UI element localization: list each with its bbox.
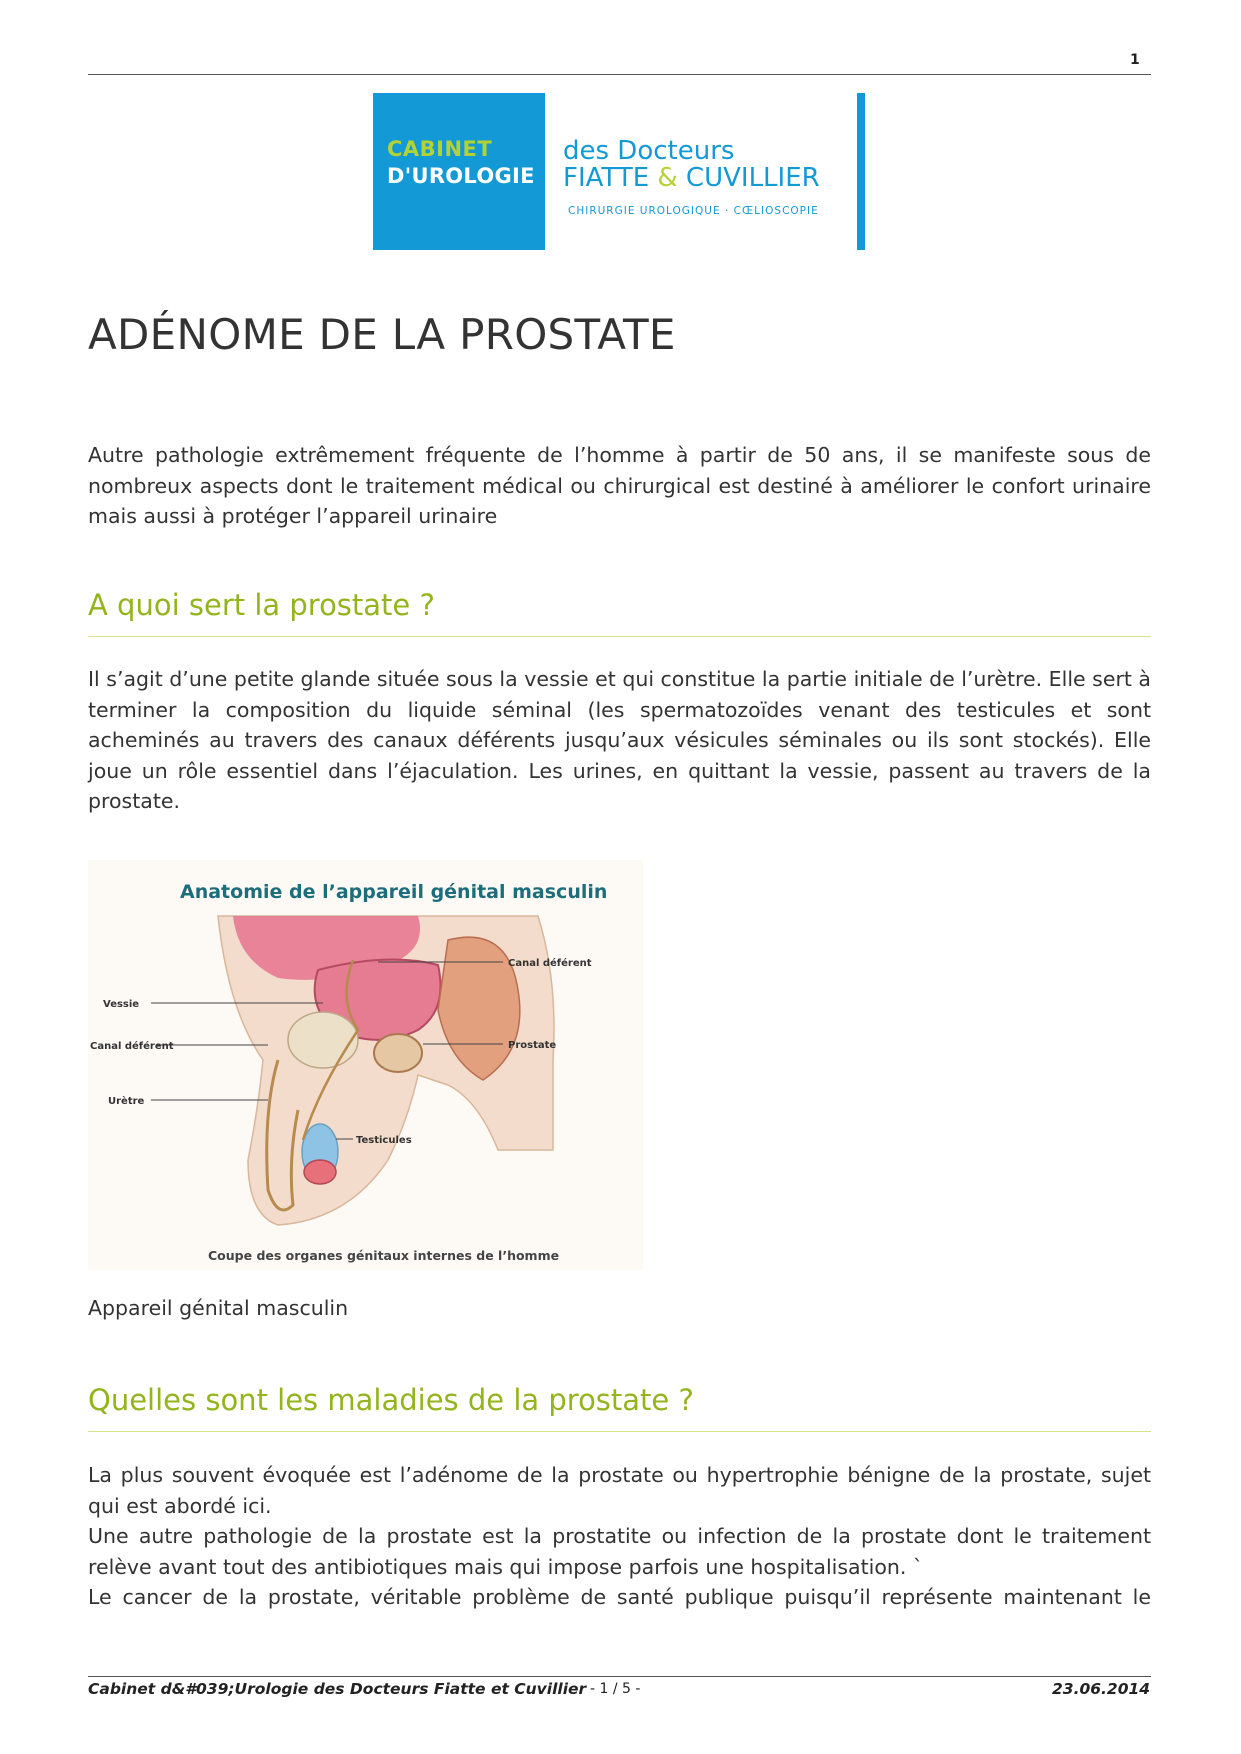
- label-canal-deferent-right: Canal déférent: [508, 958, 592, 969]
- section-divider: [88, 1431, 1151, 1432]
- testicle-red-shape: [304, 1160, 336, 1184]
- logo-box: [373, 93, 545, 250]
- figure-bottom-caption: Coupe des organes génitaux internes de l’homme: [208, 1248, 560, 1263]
- clinic-logo: [373, 93, 865, 250]
- section-heading-role: A quoi sert la prostate ?: [88, 588, 435, 622]
- label-uretre: Urètre: [108, 1096, 145, 1107]
- logo-text-line1: des Docteurs: [563, 136, 735, 166]
- prostate-shape: [374, 1034, 422, 1072]
- figure-caption: Appareil génital masculin: [88, 1296, 349, 1320]
- label-testicules: Testicules: [356, 1135, 412, 1146]
- footer-date: 23.06.2014: [1052, 1680, 1151, 1698]
- logo-tagline: CHIRURGIE UROLOGIQUE · CŒLIOSCOPIE: [568, 205, 819, 217]
- footer-site-name: Cabinet d&#039;Urologie des Docteurs Fiatte et Cuvillier: [88, 1680, 587, 1698]
- diseases-paragraph-2: Une autre pathologie de la prostate est la prostatite ou infection de la prostate dont le traitement relève avant tout des antibiotiques mais qui impose parfois une hospitalisation. `: [88, 1524, 1151, 1579]
- intro-paragraph: Autre pathologie extrêmement fréquente de l’homme à partir de 50 ans, il se manifeste sous de nombreux aspects dont le traitement médical ou chirurgical est destiné à améliorer le confort urinaire mais aussi à protéger l’appareil urinaire: [88, 443, 1151, 528]
- label-canal-deferent-left: Canal déférent: [90, 1041, 174, 1052]
- section-heading-diseases: Quelles sont les maladies de la prostate ?: [88, 1383, 694, 1417]
- anatomy-illustration: [88, 860, 643, 1270]
- anatomy-figure: [88, 860, 643, 1270]
- footer-page-count: - 1 / 5 -: [590, 1681, 641, 1697]
- logo-name-fiatte: FIATTE: [563, 163, 658, 193]
- logo-accent-bar: [857, 93, 865, 250]
- section-divider: [88, 636, 1151, 637]
- label-prostate: Prostate: [508, 1040, 557, 1051]
- label-vessie: Vessie: [103, 999, 140, 1010]
- header-divider: [88, 74, 1151, 75]
- figure-title: Anatomie de l’appareil génital masculin: [180, 881, 608, 903]
- pubic-bone-shape: [288, 1012, 358, 1068]
- logo-text-line2: [563, 163, 820, 193]
- diseases-paragraph-3: Le cancer de la prostate, véritable problème de santé publique puisqu’il représente maintenant le: [88, 1585, 1151, 1609]
- section-paragraph-role: Il s’agit d’une petite glande située sous la vessie et qui constitue la partie initiale de l’urètre. Elle sert à terminer la composition du liquide séminal (les spermatozoïdes venant des testicules et sont acheminés au travers des canaux déférents jusqu’aux vésicules séminales ou ils sont stockés). Elle joue un rôle essentiel dans l’éjaculation. Les urines, en quittant la vessie, passent au travers de la prostate.: [88, 667, 1151, 813]
- footer-divider: [88, 1676, 1151, 1677]
- logo-box-line2: D'UROLOGIE: [387, 164, 535, 188]
- page-title: ADÉNOME DE LA PROSTATE: [88, 310, 676, 359]
- logo-box-line1: CABINET: [387, 137, 493, 161]
- logo-ampersand: &: [657, 163, 678, 193]
- logo-name-cuvillier: CUVILLIER: [677, 163, 820, 193]
- page-number: 1: [1130, 52, 1140, 68]
- diseases-paragraph-1: La plus souvent évoquée est l’adénome de la prostate ou hypertrophie bénigne de la prostate, sujet qui est abordé ici.: [88, 1463, 1151, 1518]
